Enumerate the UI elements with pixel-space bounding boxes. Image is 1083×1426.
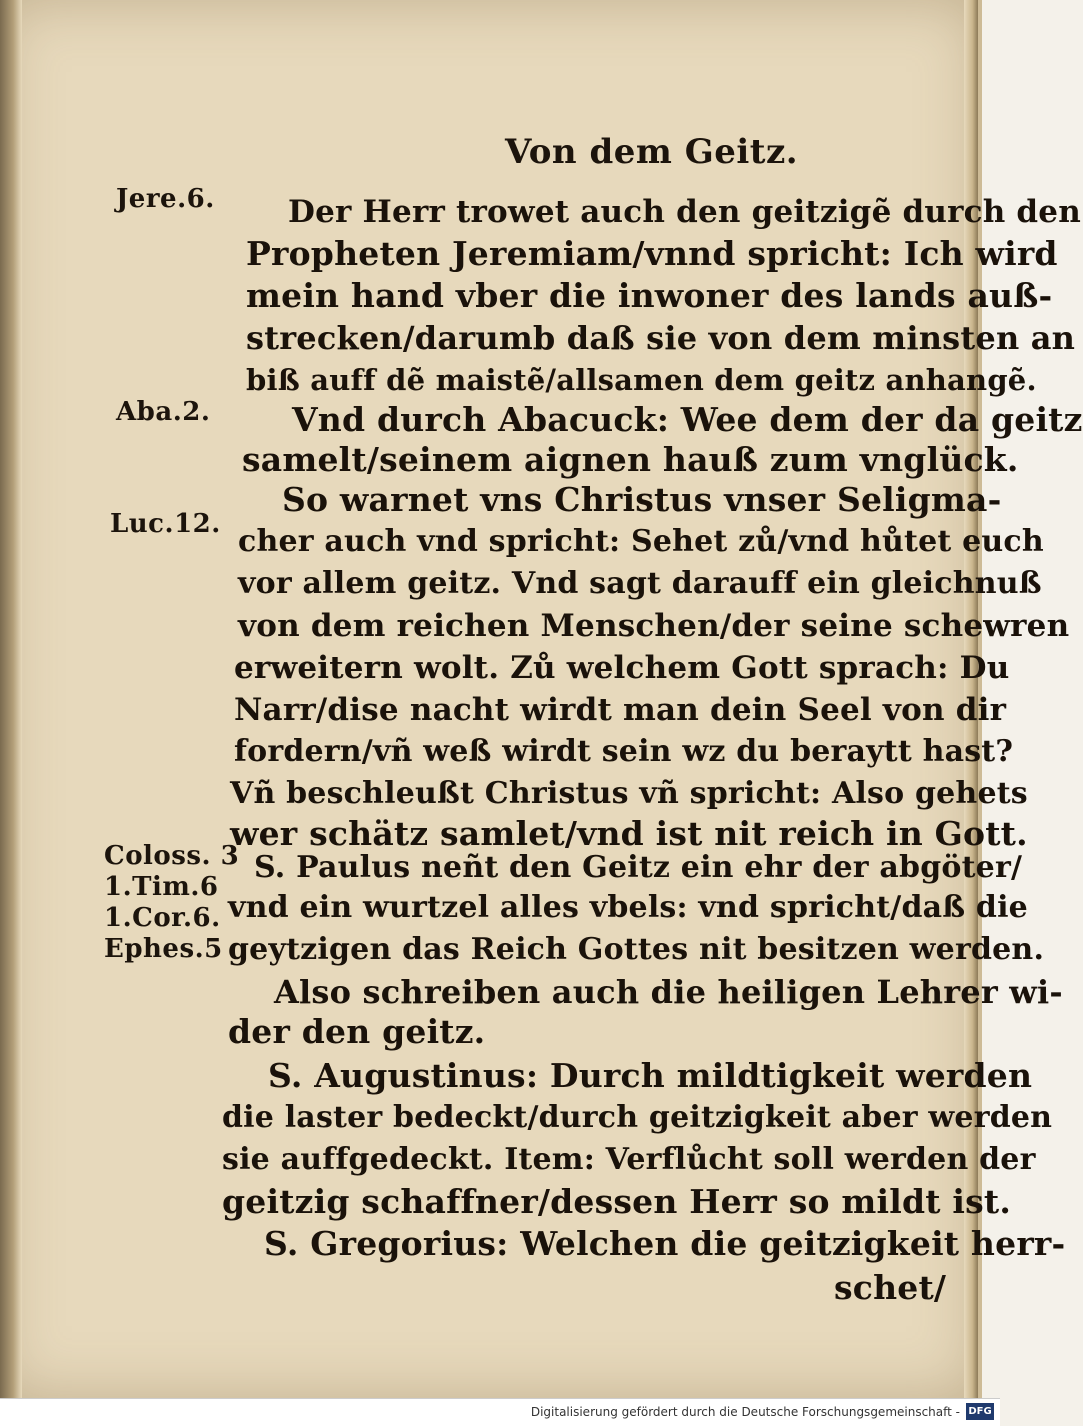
catchword: schet/	[834, 1268, 947, 1307]
text-line: cher auch vnd spricht: Sehet zů/vnd hůtet euch	[238, 524, 1044, 559]
text-line: biß auff dẽ maistẽ/allsamen dem geitz anhangẽ.	[246, 363, 1037, 397]
margin-note: Luc.12.	[110, 509, 221, 539]
margin-note: 1.Cor.6.	[104, 903, 221, 933]
text-line: die laster bedeckt/durch geitzigkeit aber werden	[222, 1100, 1053, 1135]
text-line: sie auffgedeckt. Item: Verflůcht soll werden der	[222, 1142, 1036, 1177]
text-line: Narr/dise nacht wirdt man dein Seel von dir	[234, 692, 1007, 728]
text-line: vnd ein wurtzel alles vbels: vnd spricht/daß die	[228, 890, 1028, 925]
margin-note: Ephes.5	[104, 934, 223, 964]
digitization-footer	[0, 1398, 1000, 1426]
text-line: S. Gregorius: Welchen die geitzigkeit herr-	[264, 1224, 1066, 1263]
text-line: vor allem geitz. Vnd sagt darauff ein gleichnuß	[238, 566, 1042, 601]
text-line: wer schätz samlet/vnd ist nit reich in Gott.	[230, 814, 1028, 853]
text-line: Der Herr trowet auch den geitzigẽ durch den	[288, 194, 1081, 230]
text-line: fordern/vñ weß wirdt sein wz du beraytt hast?	[234, 734, 1014, 769]
margin-note: Jere.6.	[116, 184, 215, 214]
text-line: geitzig schaffner/dessen Herr so mildt ist.	[222, 1182, 1012, 1221]
text-line: mein hand vber die inwoner des lands auß-	[246, 276, 1053, 315]
text-line: von dem reichen Menschen/der seine schewren	[238, 608, 1070, 644]
book-spine	[0, 0, 22, 1398]
margin-note: Coloss. 3	[104, 841, 240, 871]
running-header: Von dem Geitz.	[505, 132, 799, 172]
text-line: samelt/seinem aignen hauß zum vnglück.	[242, 440, 1019, 479]
text-line: Vnd durch Abacuck: Wee dem der da geitz	[292, 400, 1083, 439]
margin-note: Aba.2.	[116, 397, 211, 427]
text-line: S. Augustinus: Durch mildtigkeit werden	[268, 1056, 1033, 1095]
text-line: S. Paulus neñt den Geitz ein ehr der abgöter/	[254, 850, 1023, 885]
text-line: erweitern wolt. Zů welchem Gott sprach: Du	[234, 650, 1010, 686]
text-line: Vñ beschleußt Christus vñ spricht: Also gehets	[230, 776, 1028, 811]
text-line: geytzigen das Reich Gottes nit besitzen werden.	[228, 932, 1045, 967]
text-line: Propheten Jeremiam/vnnd spricht: Ich wird	[246, 234, 1058, 273]
dfg-logo: DFG	[966, 1403, 994, 1420]
margin-note: 1.Tim.6	[104, 872, 219, 902]
text-line: der den geitz.	[228, 1012, 486, 1051]
text-line: strecken/darumb daß sie von dem minsten an	[246, 319, 1076, 357]
text-line: So warnet vns Christus vnser Seligma-	[282, 480, 1002, 519]
footer-credit: Digitalisierung gefördert durch die Deutsche Forschungsgemeinschaft -	[530, 1405, 960, 1419]
text-line: Also schreiben auch die heiligen Lehrer wi-	[274, 973, 1063, 1011]
